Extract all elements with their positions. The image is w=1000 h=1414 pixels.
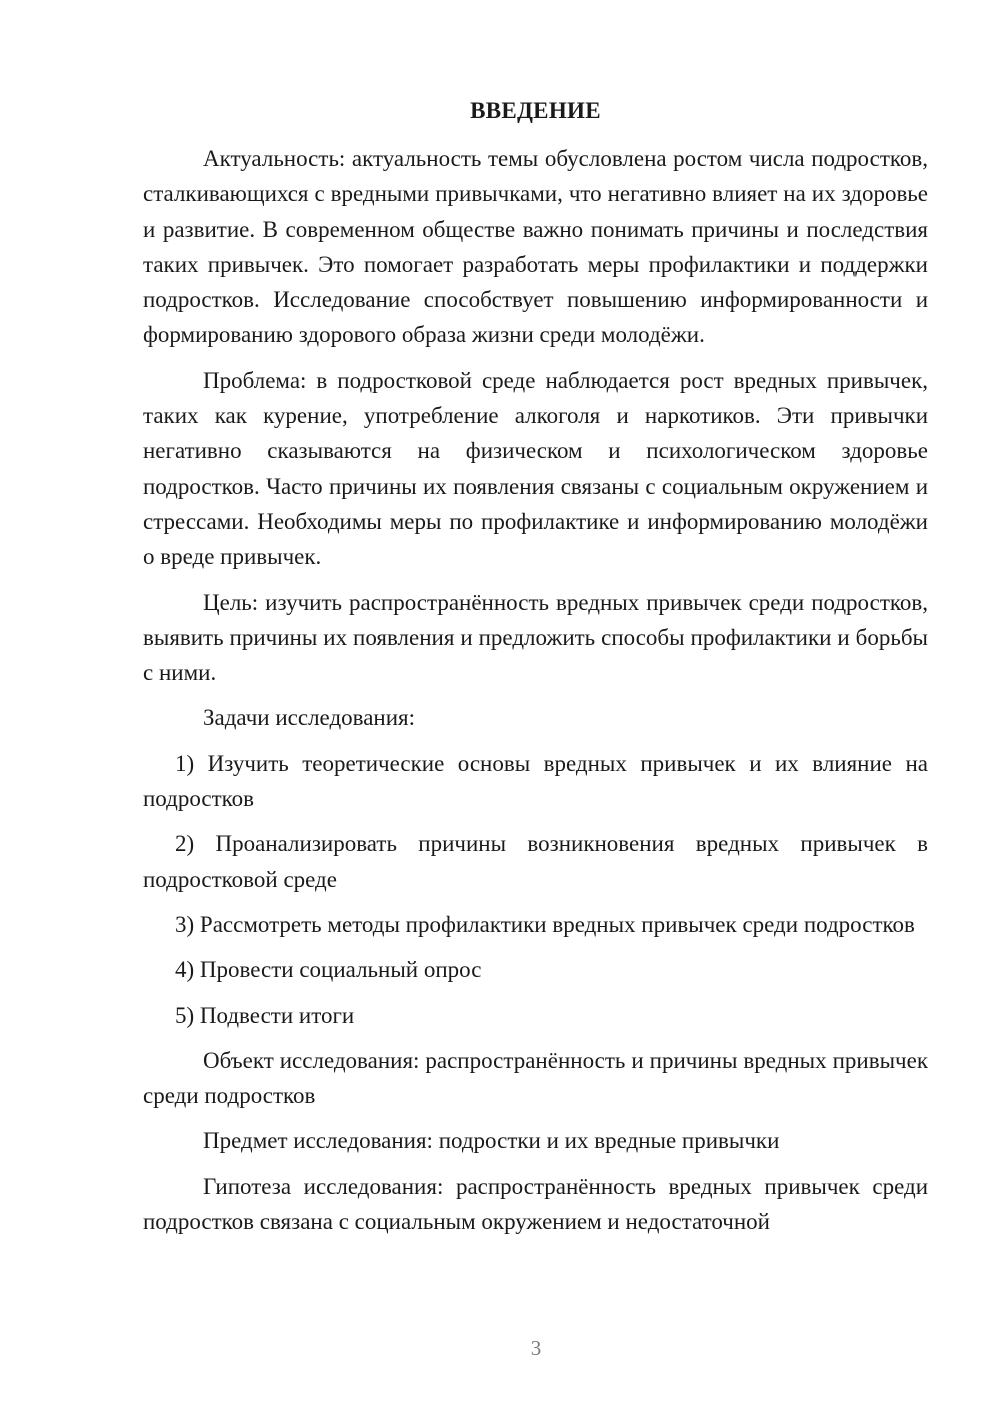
body-text: [143, 141, 928, 1239]
task-item-1: 1) Изучить теоретические основы вредных привычек и их влияние на подростков: [143, 750, 928, 812]
section-heading: ВВЕДЕНИЕ: [470, 98, 601, 123]
problem-paragraph: Проблема: в подростковой среде наблюдается рост вредных привычек, таких как курение, употребление алкоголя и наркотиков. Эти привычки негативно сказываются на физическом и психологическом здоровье подростков. Часто причины их появления связаны с социальным окружением и стрессами. Необходимы меры по профилактике и информированию молодёжи о вреде привычек.: [143, 367, 928, 570]
object-paragraph: Объект исследования: распространённость и причины вредных привычек среди подростков: [143, 1047, 928, 1109]
task-item-5: 5) Подвести итоги: [175, 1002, 355, 1028]
task-item-2: 2) Проанализировать причины возникновения вредных привычек в подростковой среде: [143, 831, 928, 892]
hypothesis-paragraph: Гипотеза исследования: распространённость вредных привычек среди подростков связана с социальным окружением и недостаточной: [143, 1173, 928, 1235]
page-number: 3: [530, 1336, 542, 1360]
subject-paragraph: Предмет исследования: подростки и их вредные привычки: [203, 1128, 780, 1154]
tasks-heading: Задачи исследования:: [203, 705, 416, 731]
goal-paragraph: Цель: изучить распространённость вредных привычек среди подростков, выявить причины их появления и предложить способы профилактики и борьбы с ними.: [143, 589, 928, 686]
task-item-4: 4) Провести социальный опрос: [175, 957, 482, 983]
relevance-paragraph: Актуальность: актуальность темы обусловлена ростом числа подростков, сталкивающихся с вредными привычками, что негативно влияет на их здоровье и развитие. В современном обществе важно понимать причины и последствия таких привычек. Это помогает разработать меры профилактики и поддержки подростков. Исследование способствует повышению информированности и формированию здорового образа жизни среди молодёжи.: [143, 146, 928, 348]
task-item-3: 3) Рассмотреть методы профилактики вредных привычек среди подростков: [175, 911, 915, 937]
